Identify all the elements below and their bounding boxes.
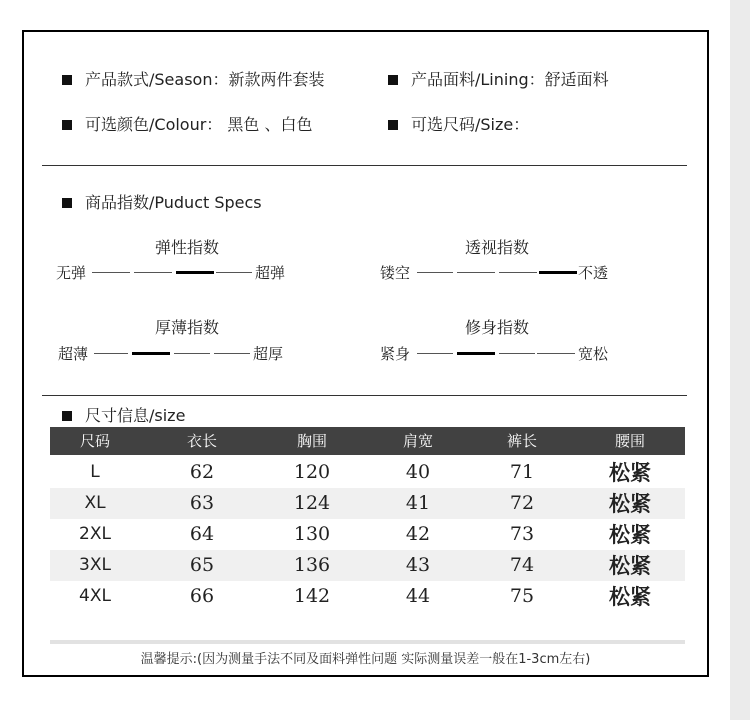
- fit-segment-3: [499, 353, 535, 354]
- cell-length: 66: [189, 585, 215, 607]
- cell-bust: 142: [293, 585, 331, 607]
- specs-title: 商品指数/Puduct Specs: [85, 193, 262, 212]
- cell-shoulder: 41: [405, 492, 431, 514]
- fit-title: 修身指数: [464, 318, 529, 337]
- cell-length: 62: [189, 461, 215, 483]
- measurement-note: 温馨提示:(因为测量手法不同及面料弹性问题 实际测量误差一般在1-3cm左右): [140, 652, 591, 667]
- table-row: [50, 519, 685, 550]
- fit-segment-4: [537, 353, 575, 354]
- size-text: 可选尺码/Size：: [411, 115, 530, 134]
- elasticity-segment-1: [92, 272, 130, 273]
- cell-waist: 松紧: [609, 491, 651, 516]
- cell-bust: 120: [293, 461, 331, 483]
- cell-size: XL: [84, 493, 106, 513]
- lining-line: [388, 67, 609, 90]
- lining-text: 产品面料/Lining：舒适面料: [411, 70, 609, 89]
- size-table-heading: [62, 403, 185, 426]
- table-row: [50, 550, 685, 581]
- table-row: [50, 488, 685, 519]
- thickness-title: 厚薄指数: [154, 318, 219, 337]
- divider: [42, 165, 687, 166]
- transparency-segment-4: [539, 271, 577, 274]
- fit-segment-2: [457, 352, 495, 355]
- cell-pants-length: 72: [509, 492, 535, 514]
- cell-size: 2XL: [79, 524, 111, 544]
- cell-pants-length: 73: [509, 523, 535, 545]
- specs-heading: [62, 190, 262, 213]
- cell-waist: 松紧: [609, 522, 651, 547]
- cell-waist: 松紧: [609, 584, 651, 609]
- header-shoulder: 肩宽: [402, 432, 433, 450]
- cell-size: 3XL: [79, 555, 111, 575]
- cell-size: 4XL: [79, 586, 111, 606]
- cell-shoulder: 40: [405, 461, 431, 483]
- thickness-segment-2: [132, 352, 170, 355]
- bullet-square-icon: [62, 411, 72, 421]
- fit-right-label: 宽松: [578, 345, 609, 363]
- cell-shoulder: 42: [405, 523, 431, 545]
- cell-waist: 松紧: [609, 460, 651, 485]
- cell-pants-length: 74: [509, 554, 535, 576]
- cell-length: 65: [189, 554, 215, 576]
- cell-size: L: [90, 462, 100, 482]
- divider: [42, 395, 687, 396]
- header-size: 尺码: [79, 432, 110, 450]
- cell-pants-length: 71: [509, 461, 535, 483]
- header-bust: 胸围: [296, 432, 327, 450]
- transparency-segment-1: [417, 272, 453, 273]
- transparency-segment-3: [499, 272, 537, 273]
- thickness-segment-4: [214, 353, 250, 354]
- season-text: 产品款式/Season：新款两件套装: [85, 70, 325, 89]
- fit-segment-1: [417, 353, 453, 354]
- cell-bust: 136: [293, 554, 331, 576]
- cell-waist: 松紧: [609, 553, 651, 578]
- elasticity-title: 弹性指数: [154, 238, 219, 257]
- footer-divider: [50, 640, 685, 644]
- colour-text: 可选颜色/Colour： 黑色 、白色: [85, 115, 313, 134]
- size-table-header: [50, 427, 685, 455]
- bullet-square-icon: [62, 75, 72, 85]
- cell-pants-length: 75: [509, 585, 535, 607]
- elasticity-left-label: 无弹: [56, 264, 87, 282]
- bullet-square-icon: [62, 120, 72, 130]
- transparency-right-label: 不透: [578, 264, 609, 282]
- cell-length: 64: [189, 523, 215, 545]
- thickness-segment-3: [174, 353, 210, 354]
- transparency-left-label: 镂空: [380, 264, 411, 282]
- fit-left-label: 紧身: [380, 345, 411, 363]
- cell-length: 63: [189, 492, 215, 514]
- bullet-square-icon: [388, 75, 398, 85]
- header-waist: 腰围: [614, 432, 645, 450]
- thickness-right-label: 超厚: [253, 345, 284, 363]
- cell-bust: 130: [293, 523, 331, 545]
- bullet-square-icon: [62, 198, 72, 208]
- table-row: [50, 457, 685, 488]
- header-pants-length: 裤长: [506, 432, 537, 450]
- header-length: 衣长: [186, 432, 217, 450]
- cell-shoulder: 43: [405, 554, 431, 576]
- table-row: [50, 581, 685, 612]
- elasticity-segment-3: [176, 271, 214, 274]
- transparency-title: 透视指数: [464, 238, 529, 257]
- colour-line: [62, 112, 312, 135]
- elasticity-segment-4: [216, 272, 252, 273]
- size-line: [388, 112, 529, 135]
- cell-shoulder: 44: [405, 585, 431, 607]
- thickness-left-label: 超薄: [58, 345, 89, 363]
- elasticity-right-label: 超弹: [255, 264, 286, 282]
- product-info-card: [22, 30, 709, 677]
- transparency-segment-2: [457, 272, 495, 273]
- size-table-title: 尺寸信息/size: [85, 406, 186, 425]
- cell-bust: 124: [293, 492, 331, 514]
- elasticity-segment-2: [134, 272, 172, 273]
- season-line: [62, 67, 324, 90]
- bullet-square-icon: [388, 120, 398, 130]
- right-scroll-gutter: [730, 0, 750, 720]
- thickness-segment-1: [94, 353, 128, 354]
